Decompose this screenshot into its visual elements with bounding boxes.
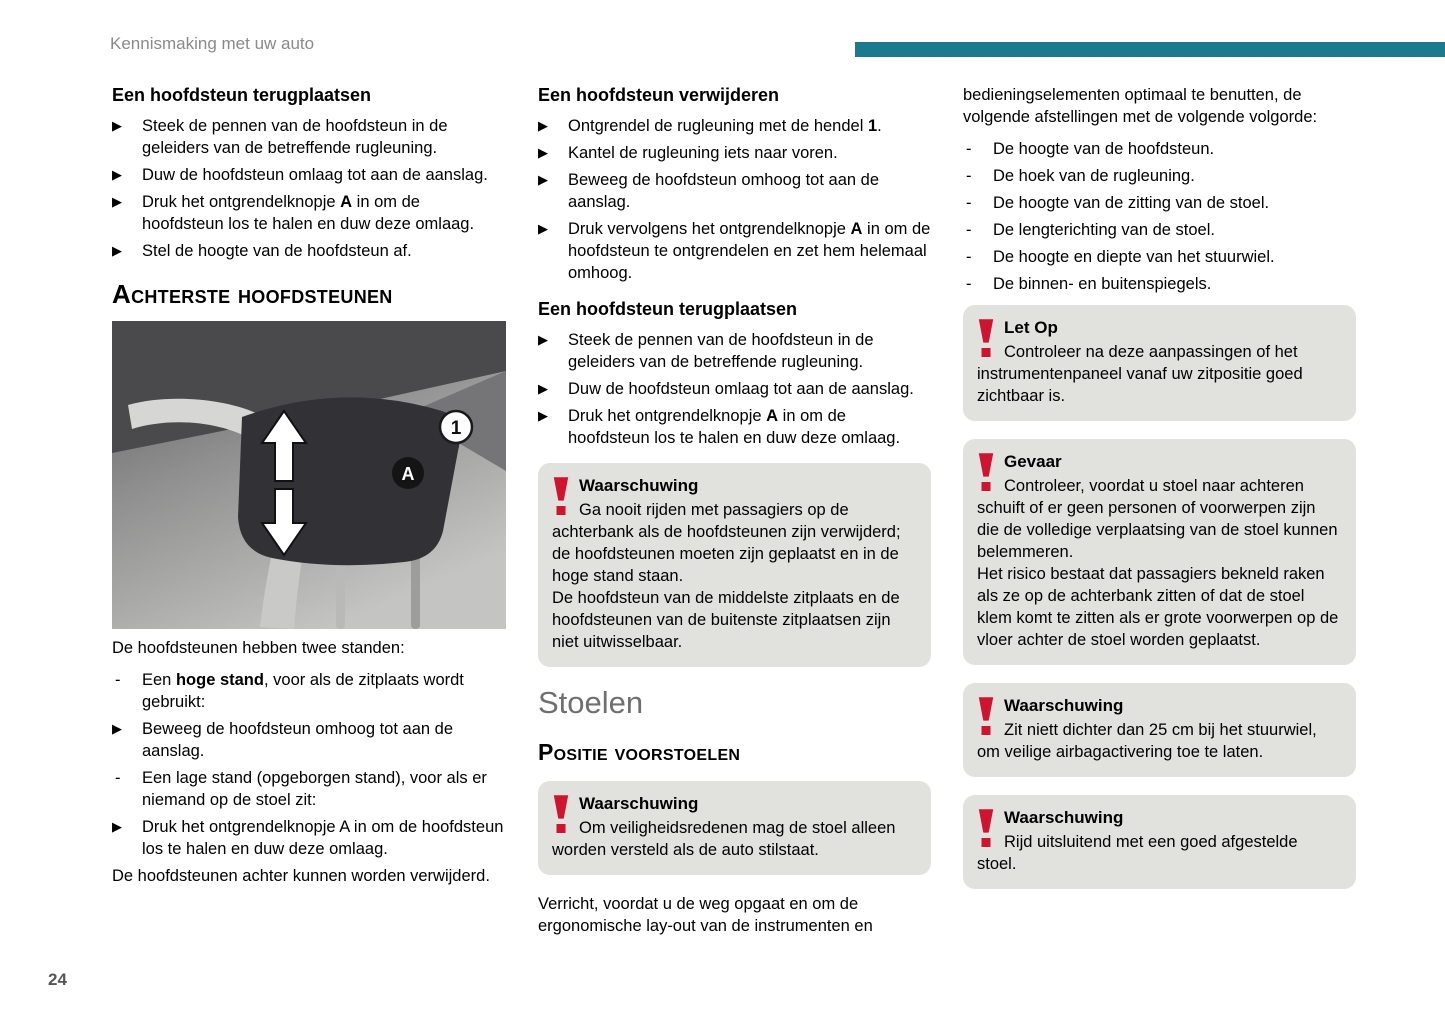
list-item-text: Druk het ontgrendelknopje A in om de hoofdsteun los te halen en duw deze omlaag. xyxy=(142,193,475,233)
list-item xyxy=(963,165,1356,187)
box-text: Controleer na deze aanpassingen of het instrumentenpaneel vanaf uw zitpositie goed zichtbaar is. xyxy=(977,343,1303,405)
warning-box xyxy=(963,795,1356,889)
dash-bullet-icon: - xyxy=(115,769,121,787)
triangle-bullet-icon: ▶ xyxy=(538,381,548,396)
column-2 xyxy=(538,84,931,947)
heading-positie-voorstoelen: Positie voorstoelen xyxy=(538,739,741,765)
dash-bullet-icon: - xyxy=(966,194,972,212)
dash-bullet-icon: - xyxy=(966,221,972,239)
list-item xyxy=(538,142,931,164)
warning-exclamation-icon xyxy=(552,793,579,839)
list-item xyxy=(538,378,931,400)
list-item-text: Steek de pennen van de hoofdsteun in de geleiders van de betreffende rugleuning. xyxy=(142,117,448,157)
headrest-illustration xyxy=(112,321,506,629)
box-text: Het risico bestaat dat passagiers bekneld raken als ze op de achterbank zitten of dat de stoel klem komt te zitten als er grote voorwerpen op de vloer achter de stoel worden geplaatst. xyxy=(977,565,1339,649)
list-item xyxy=(112,767,506,811)
box-title: Waarschuwing xyxy=(579,794,699,813)
warning-exclamation-icon xyxy=(977,451,1004,497)
dash-bullet-icon: - xyxy=(966,275,972,293)
box-text: Zit niett dichter dan 25 cm bij het stuurwiel, om veilige airbagactivering toe te laten. xyxy=(977,721,1317,761)
list-item-text: Steek de pennen van de hoofdsteun in de geleiders van de betreffende rugleuning. xyxy=(568,331,874,371)
callout-a-label: A xyxy=(401,464,415,484)
list-item-text: De hoogte van de hoofdsteun. xyxy=(993,140,1215,158)
gevaar-box xyxy=(963,439,1356,665)
letop-box xyxy=(963,305,1356,421)
list-item xyxy=(963,273,1356,295)
list-item xyxy=(538,405,931,449)
instruction-list xyxy=(538,115,931,284)
header-accent-bar xyxy=(855,42,1445,57)
list-item xyxy=(963,219,1356,241)
box-title: Waarschuwing xyxy=(1004,808,1124,827)
triangle-bullet-icon: ▶ xyxy=(538,408,548,423)
box-title: Waarschuwing xyxy=(579,476,699,495)
box-text: Om veiligheidsredenen mag de stoel alleen worden versteld als de auto stilstaat. xyxy=(552,819,896,859)
triangle-bullet-icon: ▶ xyxy=(112,721,122,736)
list-item xyxy=(112,240,506,262)
paragraph: Verricht, voordat u de weg opgaat en om de ergonomische lay-out van de instrumenten en xyxy=(538,895,873,935)
headrest-shape xyxy=(238,397,460,565)
warning-exclamation-icon xyxy=(977,807,1004,853)
list-item-text: Kantel de rugleuning iets naar voren. xyxy=(568,144,838,162)
page-header: Kennismaking met uw auto xyxy=(110,34,315,53)
list-item xyxy=(112,718,506,762)
list-item-text: De hoogte en diepte van het stuurwiel. xyxy=(993,248,1275,266)
column-1 xyxy=(112,84,506,897)
list-item-text: De hoek van de rugleuning. xyxy=(993,167,1195,185)
list-item xyxy=(112,191,506,235)
heading-hoofdsteun-terugplaatsen: Een hoofdsteun terugplaatsen xyxy=(112,85,372,105)
box-title: Let Op xyxy=(1004,318,1058,337)
box-text: Rijd uitsluitend met een goed afgestelde stoel. xyxy=(977,833,1298,873)
list-item xyxy=(112,669,506,713)
warning-box xyxy=(538,781,931,875)
list-item-text: De binnen- en buitenspiegels. xyxy=(993,275,1212,293)
warning-exclamation-icon xyxy=(977,695,1004,741)
list-item-text: Beweeg de hoofdsteun omhoog tot aan de aanslag. xyxy=(568,171,879,211)
list-item xyxy=(112,816,506,860)
list-item-text: Stel de hoogte van de hoofdsteun af. xyxy=(142,242,412,260)
dash-bullet-icon: - xyxy=(966,140,972,158)
triangle-bullet-icon: ▶ xyxy=(112,167,122,182)
triangle-bullet-icon: ▶ xyxy=(538,172,548,187)
list-item xyxy=(538,218,931,284)
heading-achterste-hoofdsteunen: Achterste hoofdsteunen xyxy=(112,279,393,309)
list-item-text: Een lage stand (opgeborgen stand), voor als er niemand op de stoel zit: xyxy=(142,769,487,809)
warning-box xyxy=(963,683,1356,777)
warning-exclamation-icon xyxy=(977,317,1004,363)
list-item-text: Beweeg de hoofdsteun omhoog tot aan de aanslag. xyxy=(142,720,453,760)
instruction-list xyxy=(112,115,506,262)
triangle-bullet-icon: ▶ xyxy=(538,145,548,160)
list-item xyxy=(538,169,931,213)
triangle-bullet-icon: ▶ xyxy=(538,221,548,236)
warning-box xyxy=(538,463,931,667)
dash-bullet-icon: - xyxy=(966,167,972,185)
box-text: De hoofdsteun van de middelste zitplaats en de hoofdsteunen van de buitenste zitplaatsen zijn niet uitwisselbaar. xyxy=(552,589,900,651)
heading-hoofdsteun-verwijderen: Een hoofdsteun verwijderen xyxy=(538,85,780,105)
list-item-text: Druk het ontgrendelknopje A in om de hoofdsteun los te halen en duw deze omlaag. xyxy=(142,818,504,858)
list-item-text: Druk het ontgrendelknopje A in om de hoofdsteun los te halen en duw deze omlaag. xyxy=(568,407,901,447)
list-item xyxy=(963,246,1356,268)
warning-exclamation-icon xyxy=(552,475,579,521)
triangle-bullet-icon: ▶ xyxy=(538,118,548,133)
column-3 xyxy=(963,84,1356,907)
paragraph: bedieningselementen optimaal te benutten, de volgende afstellingen met de volgende volgorde: xyxy=(963,86,1318,126)
box-text: Ga nooit rijden met passagiers op de achterbank als de hoofdsteunen zijn verwijderd; de hoofdsteunen moeten zijn geplaatst en in de hoge stand staan. xyxy=(552,501,901,585)
list-item xyxy=(538,329,931,373)
paragraph: De hoofdsteunen hebben twee standen: xyxy=(112,639,405,657)
triangle-bullet-icon: ▶ xyxy=(112,819,122,834)
list-item xyxy=(112,115,506,159)
triangle-bullet-icon: ▶ xyxy=(538,332,548,347)
heading-hoofdsteun-terugplaatsen-2: Een hoofdsteun terugplaatsen xyxy=(538,299,798,319)
list-item-text: De hoogte van de zitting van de stoel. xyxy=(993,194,1270,212)
adjustment-list xyxy=(963,138,1356,295)
section-title-stoelen: Stoelen xyxy=(538,685,644,720)
box-title: Gevaar xyxy=(1004,452,1062,471)
page-number: 24 xyxy=(48,970,67,989)
dash-bullet-icon: - xyxy=(115,671,121,689)
list-item xyxy=(112,164,506,186)
list-item-text: Ontgrendel de rugleuning met de hendel 1. xyxy=(568,117,882,135)
triangle-bullet-icon: ▶ xyxy=(112,118,122,133)
box-text: Controleer, voordat u stoel naar achteren schuift of er geen personen of voorwerpen zijn die de volledige verplaatsing van de stoel kunnen belemmeren. xyxy=(977,477,1338,561)
stand-list xyxy=(112,669,506,860)
box-title: Waarschuwing xyxy=(1004,696,1124,715)
paragraph: De hoofdsteunen achter kunnen worden verwijderd. xyxy=(112,867,490,885)
triangle-bullet-icon: ▶ xyxy=(112,194,122,209)
dash-bullet-icon: - xyxy=(966,248,972,266)
list-item-text: Duw de hoofdsteun omlaag tot aan de aanslag. xyxy=(142,166,488,184)
list-item-text: Duw de hoofdsteun omlaag tot aan de aanslag. xyxy=(568,380,914,398)
list-item xyxy=(538,115,931,137)
triangle-bullet-icon: ▶ xyxy=(112,243,122,258)
list-item xyxy=(963,192,1356,214)
list-item xyxy=(963,138,1356,160)
instruction-list xyxy=(538,329,931,449)
list-item-text: Een hoge stand, voor als de zitplaats wordt gebruikt: xyxy=(142,671,464,711)
headrest-figure xyxy=(112,321,506,629)
list-item-text: De lengterichting van de stoel. xyxy=(993,221,1215,239)
list-item-text: Druk vervolgens het ontgrendelknopje A in om de hoofdsteun te ontgrendelen en zet hem helemaal omhoog. xyxy=(568,220,931,282)
callout-1-label: 1 xyxy=(450,418,462,439)
